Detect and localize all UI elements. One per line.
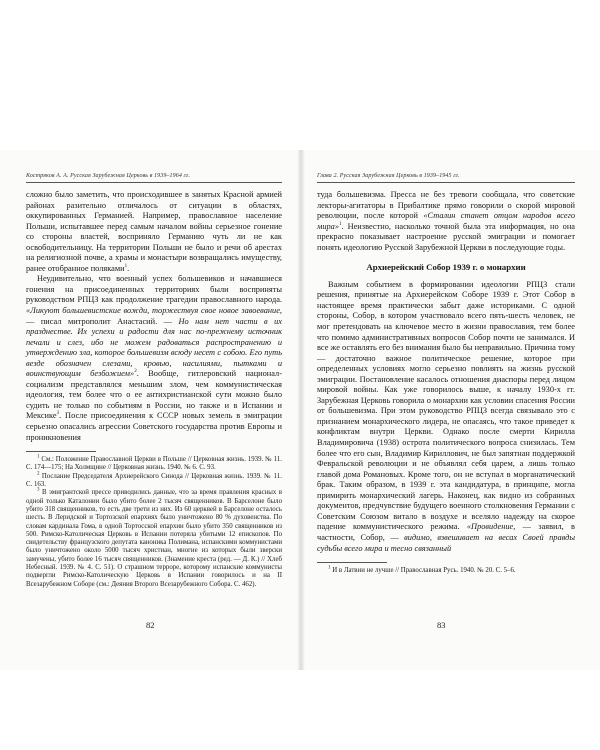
running-header-left: Костряков А. А. Русская Зарубежная Церковь в 1939–1964 гг. xyxy=(26,173,190,179)
quote-run: видимо, взвешивает на весах Своей правды судьбы всего мира и тесно связанный xyxy=(317,532,575,553)
text-run: — заявил, в частности, Собор, — xyxy=(317,522,575,542)
quote-run: Но нам нет части в их празднестве. Их успехи и радости для нас по-прежнему источник печали и слез, ибо не можем радоваться распространению и утверждению зла, которое большевизм всюду несет с собою. Его путь везде обозначен слезами, кровью, насилиями, пытками и воинствующим безбожием» xyxy=(26,316,282,379)
text-run: — писал митрополит Анастасий. — xyxy=(26,316,172,326)
footnote xyxy=(26,489,282,589)
text-run: Неудивительно, что военный успех большевиков и начавшиеся гонения на присоединенных территориях были восприняты руководством РПЦЗ как продолжение трагедии православного народа. xyxy=(26,274,282,305)
text-run: После присоединения к СССР новых земель в эмиграции серьезно опасались агрессии Советского государства против Европы и проникновения xyxy=(26,411,283,442)
text-run: Важным событием в формировании идеологии РПЦЗ стали решения, принятые на Архиерейском Соборе 1939 г. Этот Собор в настоящее время практически забыт даже историками. С одной стороны, Собор, в котором участвовало всего пять-шесть человек, не мог претендовать на ключевое место в жизни православия, тем более что помимо административных вопросов Собор почти не занимался. И все же оставлять его без внимания было бы неправильно. Причина тому — достаточно важное политическое решение, которое при определенных условиях могло серьезно повлиять на жизнь русской эмиграции. Постановление касалось отношения диаспоры перед лицом мировой войны. Как уже говорилось выше, к началу 1930-х гг. Зарубежная Церковь говорила о монархии как условии спасения России от большевизма. При этом руководство РПЦЗ всегда связывало это с признанием монархического лидера, не опасаясь, что такое приведет к конфликтам внутри Церкви. Однако после смерти Кирилла Владимировича (1938) острота политического вопроса снизилась. Тем более что его сын, Владимир Кириллович, не был запятнан поддержкой Февральской революции и не объявлял себя царем, а лишь только главой дома Романовых. Кроме того, он не вступал в морганатический брак. Таким образом, в 1939 г. эта кандидатура, в принципе, могла примирить монархический лагерь. Наконец, как видно из собранных документов, предчувствие будущего военного столкновения Германии с Советским Союзом витало в воздухе и вселяло надежду на скорое падение коммунистического режима. xyxy=(317,279,575,532)
body-paragraph xyxy=(317,190,575,253)
footnote-number: 3 xyxy=(37,488,40,494)
footnote-rule xyxy=(317,562,387,563)
footnote xyxy=(26,456,282,473)
footnote xyxy=(317,567,575,575)
footnote-number: 1 xyxy=(328,565,331,571)
quote-run: «Ликуют большевистские вожди, торжествуя свое новое завоевание, xyxy=(26,306,282,316)
section-heading: Архиерейский Собор 1939 г. о монархии xyxy=(366,262,526,273)
quote-run: «Провидение, xyxy=(466,522,516,532)
footnote-number: 1 xyxy=(37,454,40,460)
right-body xyxy=(317,190,575,575)
footnote-marker: 3 xyxy=(56,411,60,417)
running-header-right: Глава 2. Русская Зарубежная Церковь в 1939–1945 гг. xyxy=(317,173,460,179)
body-paragraph: Неудивительно, что военный успех большевиков и начавшиеся гонения на присоединенных территориях были восприняты руководством РПЦЗ как продолжение трагедии православного народа. «Ликуют большевистские вожди, торжествуя свое новое завоевание, — писал митрополит Анастасий. — Но нам нет части в их празднестве. Их успехи и радости для нас по-прежнему источник печали и слез, ибо не можем радоваться распространению и утверждению зла, которое большевизм всюду несет с собою. Его путь везде обозначен слезами, кровью, насилиями, пытками и воинствующим безбожием»$^2$. Вообще, гитлеровский национал-социализм представлялся меньшим злом, чем коммунистическая идеология, тем более что о ее антихристианской сути можно было судить не только по событиям в России, но также и в Испании и Мексике$^3$. После присоединения к СССР новых земель в эмиграции серьезно опасались агрессии Советского государства против Европы и проникновения xyxy=(26,274,283,442)
right-page xyxy=(302,150,600,670)
text-run: Вообще, гитлеровский национал-социализм представлялся меньшим злом, чем коммунистическая идеология, тем более что о ее антихристианской сути можно было судить не только по событиям в России, но также и в Испании и Мексике xyxy=(26,369,282,421)
footnote-text: Послание Председателя Архиерейского Синода // Церковная жизнь. 1939. № 11. С. 163. xyxy=(26,472,282,489)
footnote-text: См.: Положение Православной Церкви в Польше // Церковная жизнь. 1939. № 11. С. 174—175; На Холмщине // Церковная жизнь. 1940. № 6. С. 93. xyxy=(26,456,282,472)
header-rule xyxy=(317,182,575,183)
left-page xyxy=(0,150,300,670)
book-spread xyxy=(0,150,600,670)
footnote-rule xyxy=(26,451,96,452)
header-rule xyxy=(26,182,282,183)
footnote-text: И в Латвии не лучше // Православная Русь. 1940. № 20. С. 5–6. xyxy=(332,567,516,575)
text-run: . Неизвестно, насколько точной была эта информация, но она прекрасно показывает настроение русской эмиграции и помогает понять идеологию Русской Зарубежной Церкви в последующие годы. xyxy=(317,221,575,252)
footnote-marker: 1 xyxy=(124,264,128,270)
footnote-marker: 1 xyxy=(339,221,342,227)
body-paragraph: сложно было заметить, что происходившее в занятых Красной армией районах разительно отличалось от ситуации в областях, оккупированных Германией. Например, православное население Польши, испытавшее перед самым началом войны серьезное гонение со стороны властей, восприняло Германию чуть ли не как освободительницу. На территории Польши не было и речи об арестах на религиозной почве, а храмы и монастыри возвращались имуществу, ранее отобранное поляками$^1$. xyxy=(26,190,282,273)
footnote xyxy=(26,473,282,490)
page-number: 83 xyxy=(437,620,446,630)
footnote-number: 2 xyxy=(37,471,40,477)
quote-run: «Сталин станет отцом народов всего мира» xyxy=(317,211,575,231)
body-paragraph xyxy=(317,280,575,554)
footnote-text: В эмигрантской прессе приводились данные, что за время правления красных в одной только Каталонии было убито более 2 тысяч священников. В Барселоне было убито 318 священников, то есть две трети из них. Из 60 церквей в Барселоне осталось шесть. В Леридской и Тортозской епархиях было уничтожено 80 % духовенства. По словам кардинала Гома, в одной Тортосской епархии было убито 350 священников из 500. Римско-Католическая Церковь в Испании потеряла убитыми 12 епископов. По свидетельству французского депутата каноника Полимана, испанскими коммунистами было уничтожено около 5000 тысяч христиан, многие из которых были зверски замучены, убито более 16 тысяч священников. (Знамение креста (ред. — Д. К.) // Хлеб Небесный. 1939. № 4. С. 51). О страшном терроре, которому испанские коммунисты подвергли Римско-Католическую Церковь в Испании говорилось и на II Всезарубежном Соборе (см.: Деяния Второго Всезарубежного Собора. С. 462). xyxy=(26,489,282,588)
page-number: 82 xyxy=(146,620,155,630)
text-run: туда большевизма. Пресса не без тревоги сообщала, что советские лекторы-агитаторы в Прибалтике прямо говорили о скорой мировой революции, после которой xyxy=(317,190,575,221)
left-body xyxy=(26,190,282,589)
footnote-marker: 2 xyxy=(134,369,137,375)
text-run: сложно было заметить, что происходившее в занятых Красной армией районах разительно отличалось от ситуации в областях, оккупированных Германией. Например, православное население Польши, испытавшее перед самым началом войны серьезное гонение со стороны властей, восприняло Германию чуть ли не как освободительницу. На территории Польши не было и речи об арестах на религиозной почве, а храмы и монастыри возвращались имуществу, ранее отобранное поляками xyxy=(26,190,282,273)
